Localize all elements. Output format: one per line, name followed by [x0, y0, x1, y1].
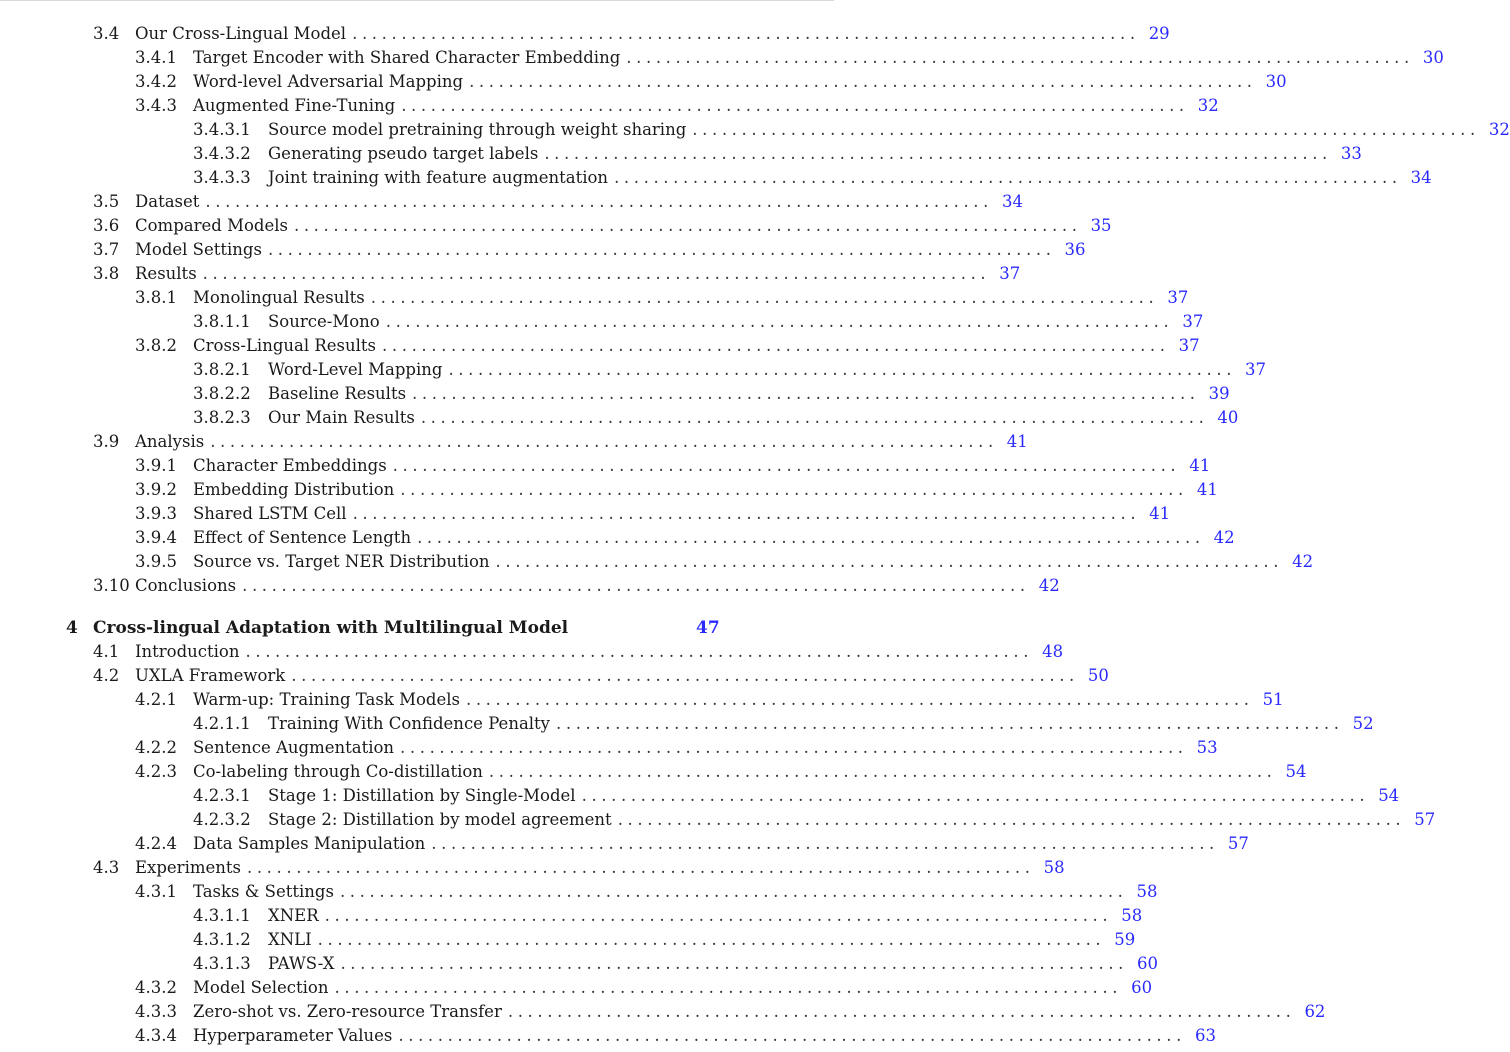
toc-dot-leader: ................................................................................ [431, 834, 1219, 853]
toc-dot-leader: ................................................................................ [401, 96, 1189, 115]
toc-entry-number: 4.2.3 [135, 762, 177, 781]
toc-entry-title[interactable]: Co-labeling through Co-distillation [193, 762, 483, 781]
toc-dot-leader: ................................................................................ [291, 666, 1079, 685]
toc-entry-number: 3.4 [93, 24, 120, 43]
toc-entry-number: 3.4.3 [135, 96, 177, 115]
toc-page-link[interactable]: 42 [1292, 552, 1314, 571]
toc-entry[interactable] [135, 335, 1200, 357]
toc-entry[interactable] [135, 977, 1153, 999]
toc-entry-title[interactable]: Source vs. Target NER Distribution [193, 552, 490, 571]
toc-entry-title[interactable]: Effect of Sentence Length [193, 528, 412, 547]
toc-entry-title[interactable]: Baseline Results [268, 384, 407, 403]
toc-entry-number: 3.4.2 [135, 72, 177, 91]
toc-page-link[interactable]: 63 [1194, 1026, 1216, 1045]
toc-entry-number: 3.9.3 [135, 504, 177, 523]
toc-page-link[interactable]: 34 [1002, 192, 1023, 211]
toc-page-link[interactable]: 40 [1217, 408, 1239, 427]
toc-entry[interactable] [135, 761, 1307, 783]
toc-page-link[interactable]: 60 [1131, 978, 1153, 997]
toc-entry-number: 4.3.1.1 [193, 906, 251, 925]
toc-page-link[interactable]: 35 [1090, 216, 1112, 235]
toc-page-link[interactable]: 30 [1265, 72, 1287, 91]
toc-page-link[interactable]: 58 [1136, 882, 1158, 901]
toc-dot-leader: ................................................................................ [412, 384, 1200, 403]
toc-entry-title[interactable]: Zero-shot vs. Zero-resource Transfer [193, 1002, 502, 1021]
toc-entry-title[interactable]: Our Main Results [268, 408, 415, 427]
toc-entry-title[interactable]: Model Selection [193, 978, 329, 997]
toc-entry-title[interactable]: Augmented Fine-Tuning [193, 96, 396, 115]
toc-entry-title[interactable]: Joint training with feature augmentation [268, 168, 609, 187]
toc-page-link[interactable]: 42 [1213, 528, 1235, 547]
toc-dot-leader: ................................................................................ [495, 552, 1284, 571]
toc-dot-leader: ................................................................................ [340, 954, 1129, 973]
toc-entry-title[interactable]: Source model pretraining through weight sharing [268, 120, 687, 139]
toc-page-link[interactable]: 37 [1178, 336, 1200, 355]
toc-entry[interactable] [135, 479, 1218, 501]
toc-entry-number: 3.9.4 [135, 528, 177, 547]
toc-page-link[interactable]: 41 [1149, 504, 1171, 523]
toc-page-link[interactable]: 41 [1006, 432, 1028, 451]
toc-entry-number: 4.3.1.3 [193, 954, 251, 973]
toc-entry-number: 4.1 [93, 642, 120, 661]
toc-entry-title[interactable]: Introduction [135, 642, 240, 661]
toc-dot-leader: ................................................................................ [392, 456, 1181, 475]
toc-entry[interactable] [93, 23, 1170, 45]
toc-entry-number: 3.8 [93, 264, 120, 283]
toc-dot-leader: ................................................................................ [617, 810, 1406, 829]
toc-page-link[interactable]: 48 [1042, 642, 1064, 661]
toc-dot-leader: ................................................................................ [556, 714, 1344, 733]
toc-entry-title[interactable]: Embedding Distribution [193, 480, 395, 499]
toc-entry-title[interactable]: Character Embeddings [193, 456, 387, 475]
toc-entry-title[interactable]: Cross-lingual Adaptation with Multilingual Model [93, 618, 569, 638]
toc-dot-leader: ................................................................................ [382, 336, 1170, 355]
toc-entry[interactable] [93, 857, 1065, 879]
toc-entry-number: 3.8.2.3 [193, 408, 251, 427]
toc-entry-title[interactable]: Data Samples Manipulation [193, 834, 426, 853]
toc-page-link[interactable]: 32 [1488, 120, 1510, 139]
toc-dot-leader: ................................................................................ [398, 1026, 1186, 1045]
toc-entry-title[interactable]: Sentence Augmentation [193, 738, 395, 757]
toc-dot-leader: ................................................................................ [242, 576, 1030, 595]
toc-dot-leader: ................................................................................ [267, 240, 1056, 259]
toc-page-link[interactable]: 30 [1422, 48, 1444, 67]
toc-entry[interactable] [135, 881, 1158, 903]
toc-entry-number: 3.8.2.1 [193, 360, 251, 379]
toc-entry[interactable] [93, 191, 1023, 213]
toc-entry-title[interactable]: Model Settings [135, 240, 262, 259]
toc-entry[interactable] [193, 407, 1239, 429]
toc-entry-number: 3.9 [93, 432, 120, 451]
toc-dot-leader: ................................................................................ [202, 264, 991, 283]
toc-entry-title[interactable]: Analysis [135, 432, 205, 451]
toc-entry-title[interactable]: Word-Level Mapping [268, 360, 443, 379]
toc-dot-leader: ................................................................................ [488, 762, 1277, 781]
toc-entry[interactable] [93, 239, 1086, 261]
toc-dot-leader: ................................................................................ [205, 192, 993, 211]
toc-entry[interactable] [135, 47, 1444, 69]
toc-chapter-entry[interactable] [66, 617, 718, 639]
toc-page-link[interactable]: 41 [1196, 480, 1218, 499]
toc-entry[interactable] [193, 359, 1267, 381]
toc-page-link[interactable]: 47 [696, 618, 720, 638]
toc-page-link[interactable]: 57 [1227, 834, 1249, 853]
toc-entry-number: 4.2.2 [135, 738, 177, 757]
toc-entry-number: 3.6 [93, 216, 120, 235]
toc-page-link[interactable]: 34 [1410, 168, 1432, 187]
toc-dot-leader: ................................................................................ [400, 480, 1188, 499]
toc-dot-leader: ................................................................................ [417, 528, 1205, 547]
toc-entry-number: 4.3 [93, 858, 120, 877]
toc-entry-number: 4.3.3 [135, 1002, 177, 1021]
toc-page-link[interactable]: 54 [1285, 762, 1307, 781]
toc-dot-leader: ................................................................................ [245, 642, 1034, 661]
toc-dot-leader: ................................................................................ [400, 738, 1188, 757]
toc-entry-title[interactable]: Compared Models [135, 216, 288, 235]
toc-dot-leader: ................................................................................ [334, 978, 1123, 997]
toc-entry-title[interactable]: Experiments [135, 858, 241, 877]
toc-entry-title[interactable]: Training With Confidence Penalty [268, 714, 551, 733]
toc-entry-number: 3.8.1 [135, 288, 177, 307]
toc-dot-leader: ................................................................................ [465, 690, 1254, 709]
toc-entry[interactable] [135, 551, 1314, 573]
toc-entry[interactable] [93, 215, 1112, 237]
toc-dot-leader: ................................................................................ [210, 432, 998, 451]
toc-dot-leader: ................................................................................ [507, 1002, 1296, 1021]
toc-entry-title[interactable]: Dataset [135, 192, 200, 211]
toc-page-link[interactable]: 41 [1189, 456, 1211, 475]
toc-entry[interactable] [135, 689, 1284, 711]
toc-page-link[interactable]: 60 [1137, 954, 1159, 973]
toc-page-link[interactable]: 32 [1197, 96, 1219, 115]
toc-page-link[interactable]: 33 [1340, 144, 1362, 163]
toc-entry-number: 3.9.1 [135, 456, 177, 475]
toc-entry[interactable] [193, 713, 1374, 735]
toc-dot-leader: ................................................................................ [544, 144, 1332, 163]
toc-entry-title[interactable]: Shared LSTM Cell [193, 504, 347, 523]
toc-page-link[interactable]: 53 [1196, 738, 1218, 757]
toc-entry-number: 3.4.3.1 [193, 120, 251, 139]
toc-entry[interactable] [193, 785, 1400, 807]
toc-entry[interactable] [193, 953, 1159, 975]
toc-entry-title[interactable]: Tasks & Settings [193, 882, 334, 901]
toc-dot-leader: ................................................................................ [385, 312, 1174, 331]
toc-entry-number: 4.2.3.1 [193, 786, 251, 805]
toc-page-link[interactable]: 58 [1043, 858, 1065, 877]
toc-dot-leader: ................................................................................ [420, 408, 1209, 427]
toc-page-link[interactable]: 42 [1038, 576, 1060, 595]
toc-entry-number: 3.4.1 [135, 48, 177, 67]
toc-dot-leader: ................................................................................ [324, 906, 1113, 925]
toc-entry[interactable] [93, 641, 1064, 663]
toc-entry-title[interactable]: Monolingual Results [193, 288, 365, 307]
toc-entry[interactable] [135, 1001, 1326, 1023]
toc-entry[interactable] [193, 143, 1362, 165]
toc-dot-leader: ................................................................................ [339, 882, 1128, 901]
toc-dot-leader: ................................................................................ [626, 48, 1414, 67]
toc-entry[interactable] [93, 431, 1028, 453]
toc-page-link[interactable]: 29 [1148, 24, 1170, 43]
toc-page-link[interactable]: 51 [1262, 690, 1284, 709]
toc-dot-leader: ................................................................................ [352, 24, 1140, 43]
toc-entry-title[interactable]: Generating pseudo target labels [268, 144, 539, 163]
toc-entry[interactable] [135, 95, 1219, 117]
toc-entry-title[interactable]: Source-Mono [268, 312, 380, 331]
toc-entry[interactable] [193, 383, 1230, 405]
toc-entry[interactable] [135, 737, 1218, 759]
toc-entry-title[interactable]: Stage 1: Distillation by Single-Model [268, 786, 576, 805]
toc-entry-number: 4.3.1 [135, 882, 177, 901]
toc-entry-number: 3.5 [93, 192, 120, 211]
toc-page-link[interactable]: 54 [1378, 786, 1400, 805]
toc-entry[interactable] [135, 71, 1287, 93]
page-top-border [0, 0, 834, 1]
toc-entry[interactable] [135, 287, 1189, 309]
toc-entry-title[interactable]: Target Encoder with Shared Character Embedding [193, 48, 621, 67]
toc-entry-number: 3.8.1.1 [193, 312, 251, 331]
toc-page-link[interactable]: 62 [1304, 1002, 1326, 1021]
toc-entry-title[interactable]: Hyperparameter Values [193, 1026, 393, 1045]
toc-entry[interactable] [193, 119, 1510, 141]
toc-entry[interactable] [193, 905, 1143, 927]
toc-entry-number: 4.2.4 [135, 834, 177, 853]
toc-entry-number: 3.8.2 [135, 336, 177, 355]
toc-entry-number: 4 [66, 618, 78, 638]
toc-entry-title[interactable]: Conclusions [135, 576, 237, 595]
toc-entry-number: 3.9.5 [135, 552, 177, 571]
toc-entry-number: 4.2 [93, 666, 120, 685]
toc-entry[interactable] [93, 263, 1021, 285]
toc-dot-leader: ................................................................................ [692, 120, 1480, 139]
toc-entry[interactable] [135, 833, 1249, 855]
toc-entry-number: 4.3.2 [135, 978, 177, 997]
toc-entry-number: 3.9.2 [135, 480, 177, 499]
toc-entry[interactable] [135, 503, 1171, 525]
toc-entry-title[interactable]: Word-level Adversarial Mapping [193, 72, 464, 91]
toc-page-link[interactable]: 59 [1114, 930, 1136, 949]
toc-entry-number: 4.2.3.2 [193, 810, 251, 829]
toc-page-link[interactable]: 37 [1245, 360, 1267, 379]
toc-page-link[interactable]: 37 [1167, 288, 1189, 307]
toc-entry-number: 3.4.3.2 [193, 144, 251, 163]
toc-entry-title[interactable]: PAWS-X [268, 954, 335, 973]
toc-entry-number: 4.3.1.2 [193, 930, 251, 949]
toc-page-link[interactable]: 36 [1064, 240, 1086, 259]
toc-entry-number: 3.8.2.2 [193, 384, 251, 403]
toc-entry[interactable] [93, 575, 1060, 597]
toc-page-link[interactable]: 39 [1208, 384, 1230, 403]
toc-entry[interactable] [135, 527, 1235, 549]
toc-page-link[interactable]: 37 [1182, 312, 1204, 331]
toc-dot-leader: ................................................................................ [448, 360, 1237, 379]
toc-entry-title[interactable]: Cross-Lingual Results [193, 336, 377, 355]
toc-entry[interactable] [135, 455, 1211, 477]
toc-entry-title[interactable]: Results [135, 264, 197, 283]
toc-page-link[interactable]: 57 [1414, 810, 1436, 829]
toc-page-link[interactable]: 37 [999, 264, 1021, 283]
toc-entry-title[interactable]: Warm-up: Training Task Models [193, 690, 460, 709]
toc-entry-number: 4.3.4 [135, 1026, 177, 1045]
toc-dot-leader: ................................................................................ [469, 72, 1257, 91]
toc-entry[interactable] [193, 929, 1136, 951]
toc-page-link[interactable]: 58 [1121, 906, 1143, 925]
toc-entry[interactable] [193, 311, 1204, 333]
toc-entry-title[interactable]: Our Cross-Lingual Model [135, 24, 347, 43]
toc-page-link[interactable]: 50 [1087, 666, 1109, 685]
toc-entry-title[interactable]: Stage 2: Distillation by model agreement [268, 810, 612, 829]
toc-entry[interactable] [193, 167, 1432, 189]
toc-entry-number: 3.4.3.3 [193, 168, 251, 187]
toc-dot-leader: ................................................................................ [293, 216, 1082, 235]
toc-dot-leader: ................................................................................ [246, 858, 1035, 877]
toc-dot-leader: ................................................................................ [581, 786, 1370, 805]
toc-dot-leader: ................................................................................ [352, 504, 1141, 523]
toc-entry[interactable] [135, 1025, 1216, 1047]
toc-entry-title[interactable]: UXLA Framework [135, 666, 286, 685]
toc-entry-number: 4.2.1 [135, 690, 177, 709]
toc-entry-title[interactable]: XNER [268, 906, 319, 925]
toc-dot-leader: ................................................................................ [614, 168, 1402, 187]
toc-entry[interactable] [193, 809, 1436, 831]
toc-entry[interactable] [93, 665, 1109, 687]
toc-page-link[interactable]: 52 [1352, 714, 1374, 733]
toc-entry-number: 4.2.1.1 [193, 714, 251, 733]
toc-dot-leader: ................................................................................ [370, 288, 1159, 307]
toc-entry-number: 3.7 [93, 240, 120, 259]
toc-dot-leader: ................................................................................ [317, 930, 1106, 949]
toc-entry-number: 3.10 [93, 576, 130, 595]
toc-entry-title[interactable]: XNLI [268, 930, 312, 949]
